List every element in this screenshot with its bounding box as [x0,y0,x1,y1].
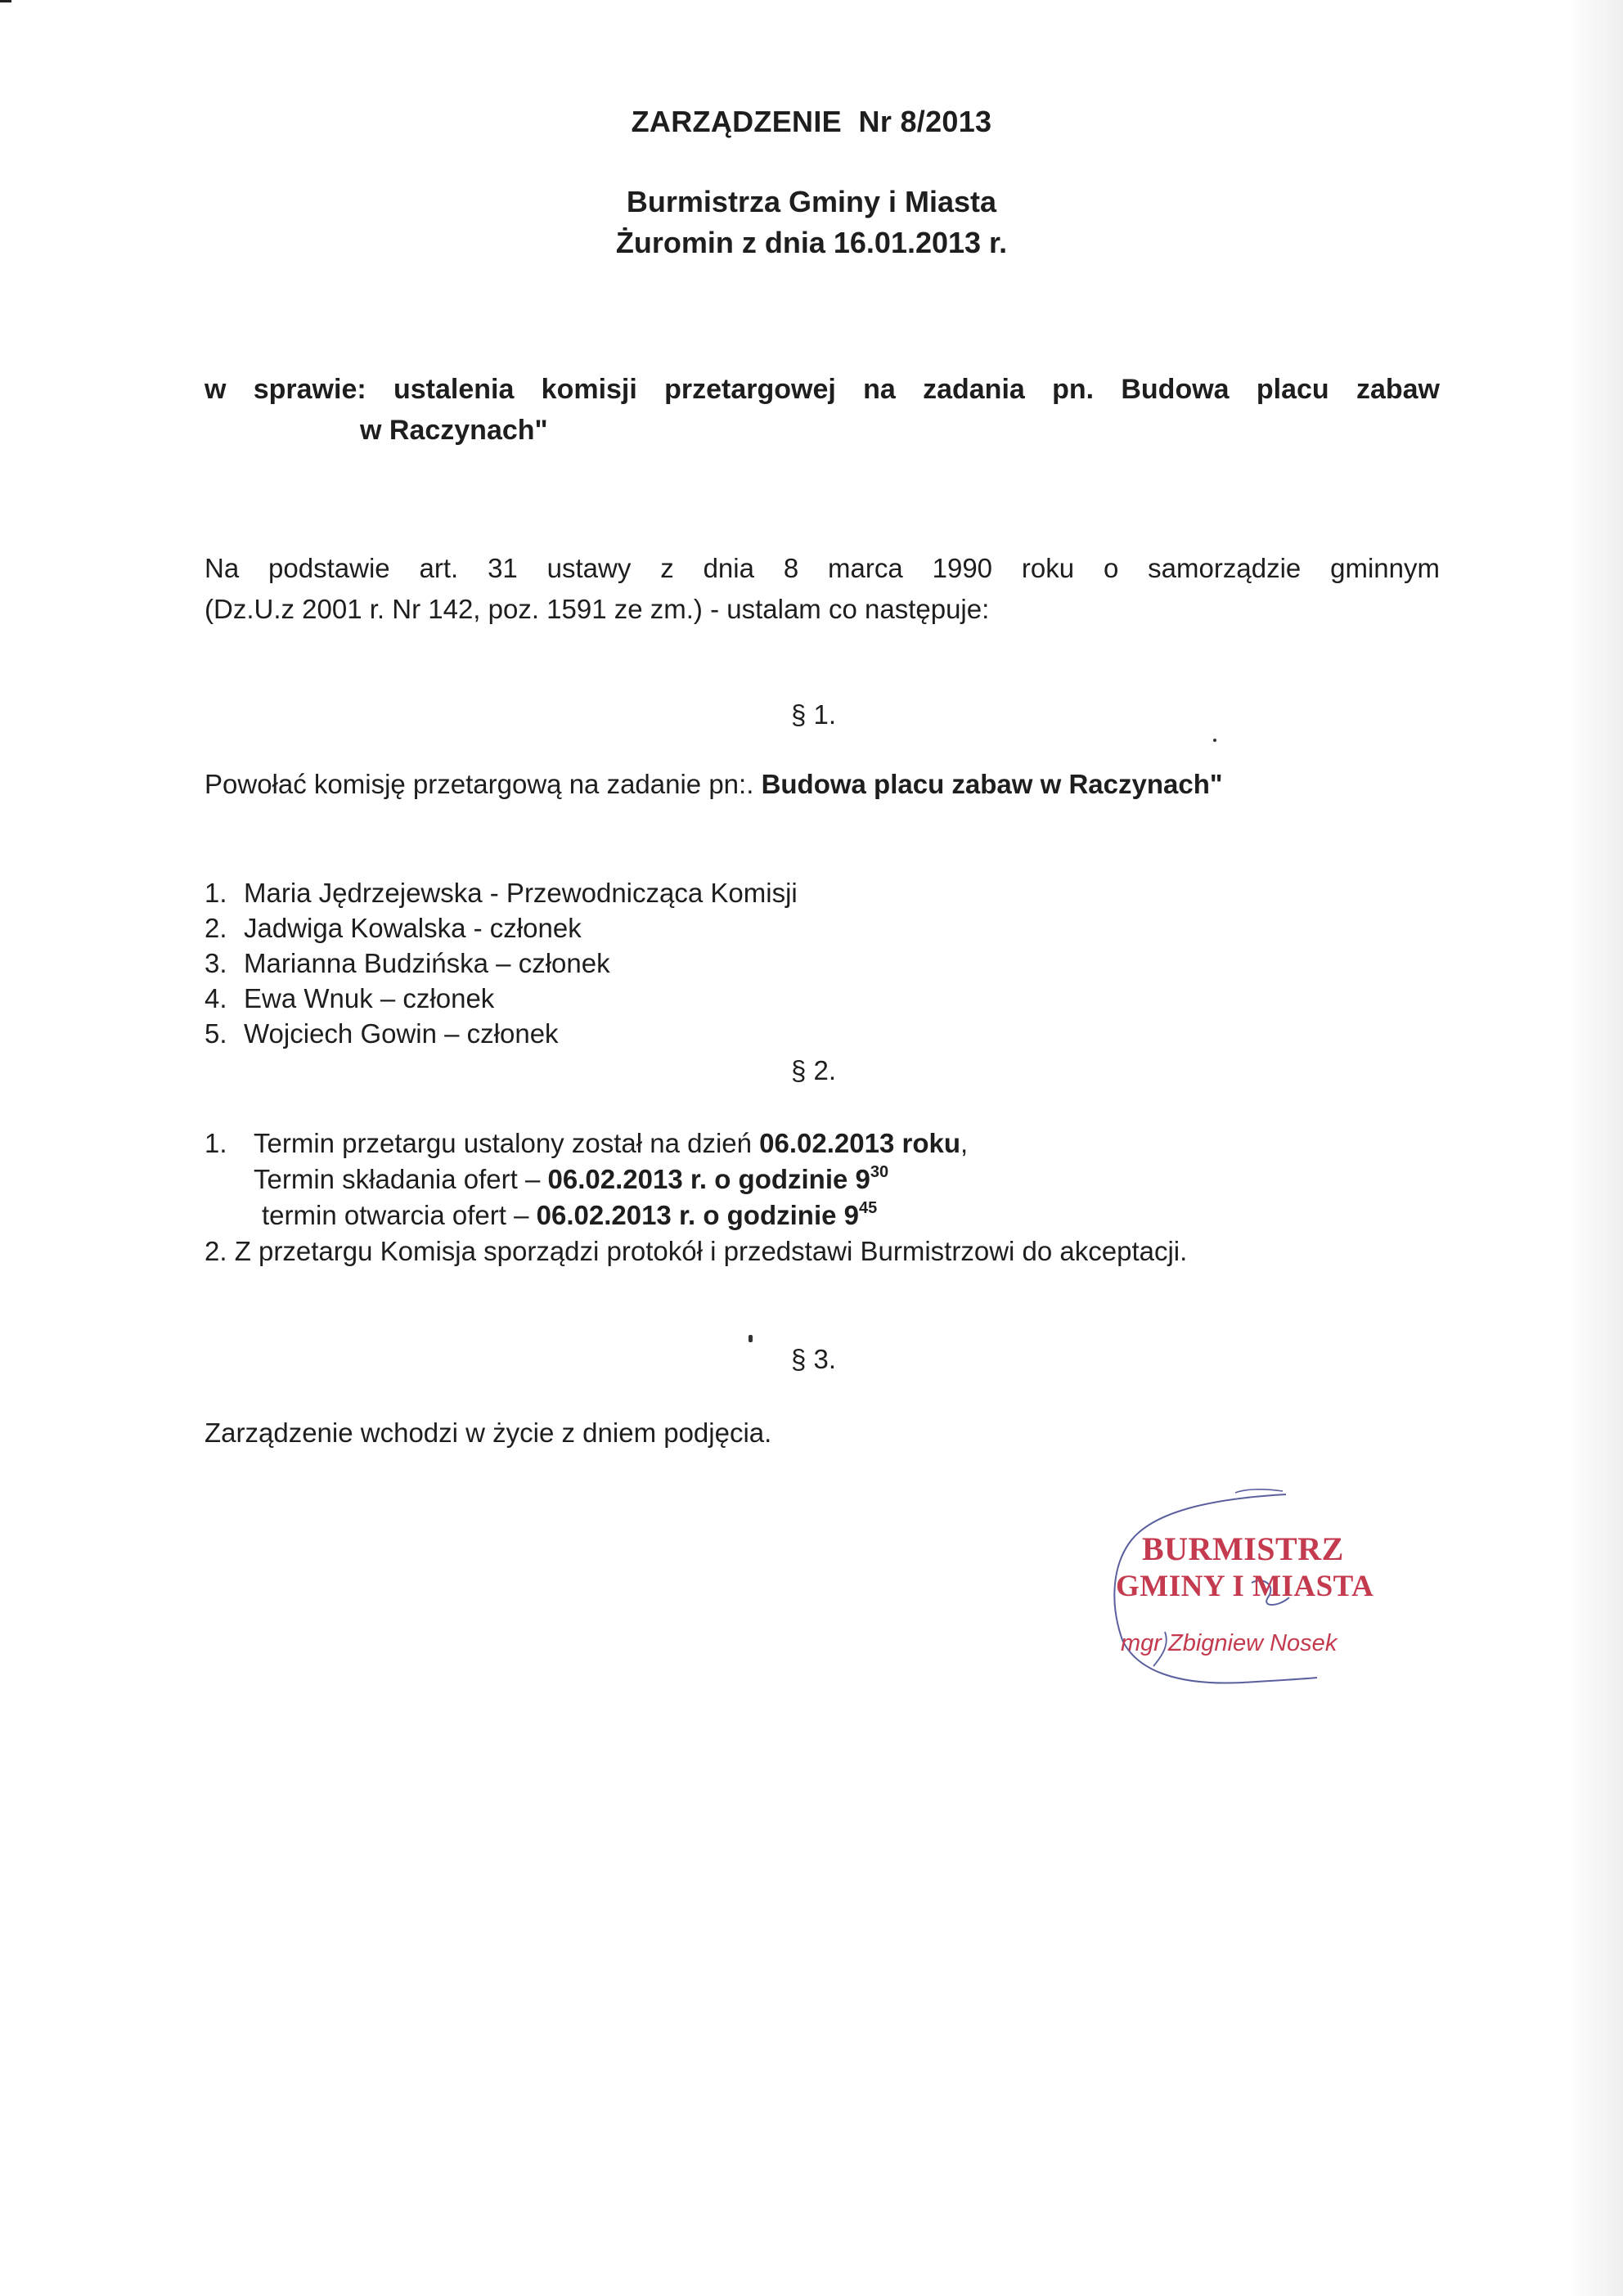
legal-basis-line2: (Dz.U.z 2001 r. Nr 142, poz. 1591 ze zm.) - ustalam co następuje: [205,594,990,624]
tender-term-line3: termin otwarcia ofert – 06.02.2013 r. o godzinie $9^{45}$ [262,1199,878,1230]
commission-members-list [205,875,798,1051]
scan-edge-shadow [1566,0,1623,2296]
stamp-line-1: BURMISTRZ [1142,1530,1344,1567]
tender-term-item2: 2. Z przetargu Komisja sporządzi protokół i przedstawi Burmistrzowi do akceptacji. [205,1236,1188,1266]
document-title: ZARZĄDZENIE Nr 8/2013 [631,105,992,138]
section-1-mark: § 1. [791,699,837,730]
scan-speck [749,1335,753,1342]
section-3-text: Zarządzenie wchodzi w życie z dniem podjęcia. [205,1418,772,1448]
legal-basis-line1: Na podstawie art. 31 ustawy z dnia 8 marca 1990 roku o samorządzie gminnym [205,553,1440,583]
scan-speck [1213,739,1216,742]
legal-basis-block [205,548,1440,630]
scan-corner-mark [0,0,11,2]
section-1-text [205,769,1223,800]
document-subtitle-line1: Burmistrza Gminy i Miasta [626,185,997,218]
list-item: 2. Jadwiga Kowalska - członek [205,913,582,943]
document-subtitle-line2: Żuromin z dnia 16.01.2013 r. [615,226,1008,259]
tender-terms-block [205,1126,1187,1269]
stamp-signatory: mgr Zbigniew Nosek [1121,1630,1338,1656]
list-item: 5. Wojciech Gowin – członek [205,1018,559,1049]
mayor-stamp [1104,1485,1399,1697]
stamp-line-2: GMINY I MIASTA [1116,1570,1374,1603]
subject-line2: w Raczynach" [360,415,548,446]
section-3-mark: § 3. [791,1344,837,1374]
subject-line1: w sprawie: ustalenia komisji przetargowej na zadania pn. Budowa placu zabaw [205,374,1440,405]
section-1-text-bold: Budowa placu zabaw w Raczynach" [761,769,1223,799]
tender-term-line2: Termin składania ofert – 06.02.2013 r. o godzinie $9^{30}$ [254,1163,889,1194]
list-item: 4. Ewa Wnuk – członek [205,983,495,1013]
subject-block [205,369,1440,451]
tender-term-line1: 1. Termin przetargu ustalony został na dzień 06.02.2013 roku, [205,1128,969,1158]
list-item: 1. Maria Jędrzejewska - Przewodnicząca Komisji [205,878,798,908]
section-2-mark: § 2. [791,1055,837,1085]
list-item: 3. Marianna Budzińska – członek [205,948,610,978]
section-1-text-prefix: Powołać komisję przetargową na zadanie pn:. [205,769,754,799]
